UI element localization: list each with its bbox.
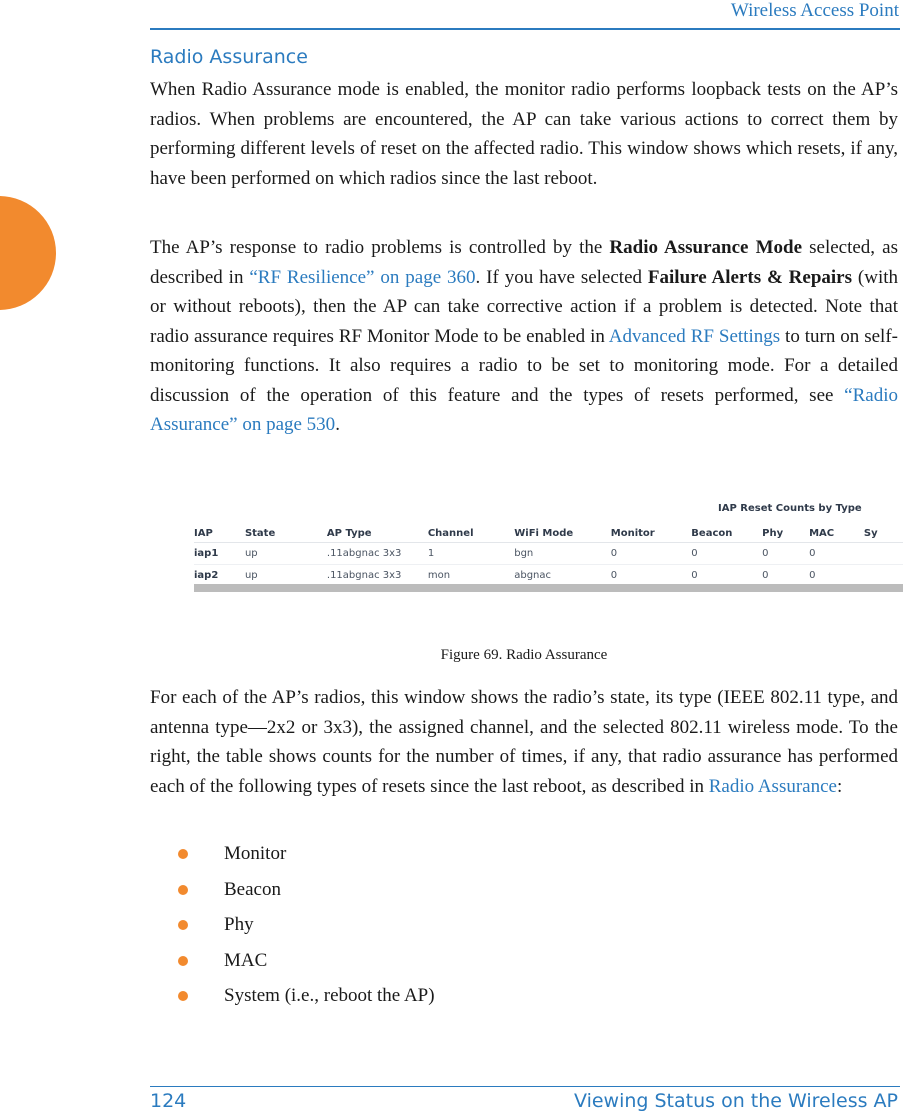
list-item xyxy=(178,909,435,945)
list-item xyxy=(178,980,435,1016)
table-cell: up xyxy=(245,543,327,565)
figure-caption: Figure 69. Radio Assurance xyxy=(440,647,608,663)
table-cell: 0 xyxy=(762,565,809,587)
list-item-label: System (i.e., reboot the AP) xyxy=(224,985,435,1006)
column-header: WiFi Mode xyxy=(514,524,611,543)
list-item xyxy=(178,945,435,981)
section-heading: Radio Assurance xyxy=(150,46,308,68)
header-rule xyxy=(150,28,900,30)
text-run: to turn on self-monitoring functions. It also requires a radio to be set to monitoring mode. For a detailed discussion of the operation of this feature and the types of resets performed, see xyxy=(150,325,898,406)
table-cell: abgnac xyxy=(514,565,611,587)
column-header: MAC xyxy=(809,524,864,543)
text-run: . xyxy=(335,414,340,435)
link-radio-assurance[interactable]: Radio Assurance xyxy=(708,775,837,797)
table-cell: mon xyxy=(428,565,514,587)
column-header: Sy xyxy=(864,524,903,543)
list-item xyxy=(178,874,435,910)
text-run: selected, as described in xyxy=(150,237,898,288)
radio-assurance-figure xyxy=(194,500,903,592)
paragraph-mode xyxy=(150,233,898,440)
table-cell-iap: iap2 xyxy=(194,565,245,587)
paragraph-intro: When Radio Assurance mode is enabled, the monitor radio performs loopback tests on the AP’s radios. When problems are encountered, the AP can take various actions to correct them by performing different levels of reset on the affected radio. This window shows which resets, if any, have been performed on which radios since the last reboot. xyxy=(150,79,898,189)
table-cell: 0 xyxy=(691,565,762,587)
bullet-dot-icon xyxy=(178,956,188,966)
bullet-dot-icon xyxy=(178,849,188,859)
horizontal-scrollbar[interactable] xyxy=(194,584,903,592)
bold-term-failure-alerts: Failure Alerts & Repairs xyxy=(647,266,853,288)
table-cell: .11abgnac 3x3 xyxy=(327,565,428,587)
footer-title: Viewing Status on the Wireless AP xyxy=(573,1090,898,1112)
text-run: : xyxy=(836,775,843,797)
text-run: (with or without reboots), then the AP can take corrective action if a problem is detected. Note that radio assurance requires RF Monitor Mode to be enabled in xyxy=(150,266,899,347)
column-header: Phy xyxy=(762,524,809,543)
table-cell-iap: iap1 xyxy=(194,543,245,565)
bold-term-radio-assurance-mode: Radio Assurance Mode xyxy=(609,237,803,258)
column-header: Monitor xyxy=(611,524,692,543)
list-item-label: MAC xyxy=(224,949,268,971)
footer-page-number: 124 xyxy=(150,1090,187,1112)
table-cell: 0 xyxy=(611,543,692,565)
table-cell: 0 xyxy=(762,543,809,565)
table-cell: up xyxy=(245,565,327,587)
list-item-label: Phy xyxy=(224,914,254,935)
table-cell: 1 xyxy=(428,543,514,565)
table-cell: 0 xyxy=(611,565,692,587)
list-item-label: Monitor xyxy=(224,843,287,864)
header-title: Wireless Access Point xyxy=(730,0,899,21)
column-header: AP Type xyxy=(327,524,428,543)
text-run: . If you have selected xyxy=(475,266,648,288)
table-cell: 0 xyxy=(691,543,762,565)
text-run: For each of the AP’s radios, this window shows the radio’s state, its type (IEEE 802.11 type, and antenna type—2x2 or 3x3), the assigned channel, and the selected 802.11 wireless mode. To the right, the table shows counts for the number of times, if any, that radio assurance has performed each of the following types of resets since the last reboot, as described in xyxy=(150,687,898,797)
paragraph-details xyxy=(150,683,898,801)
link-radio-assurance-page[interactable]: “Radio Assurance” on page 530 xyxy=(150,384,898,435)
bullet-dot-icon xyxy=(178,885,188,895)
table-cell: .11abgnac 3x3 xyxy=(327,543,428,565)
table-row xyxy=(194,543,903,565)
list-item-label: Beacon xyxy=(224,878,281,900)
table-cell: bgn xyxy=(514,543,611,565)
link-advanced-rf-settings[interactable]: Advanced RF Settings xyxy=(608,325,781,347)
table-cell: 0 xyxy=(809,565,864,587)
link-rf-resilience[interactable]: “RF Resilience” on page 360 xyxy=(249,266,476,288)
column-header: Channel xyxy=(428,524,514,543)
reset-types-list xyxy=(178,838,435,1016)
column-header: Beacon xyxy=(691,524,762,543)
list-item xyxy=(178,838,435,874)
column-header: State xyxy=(245,524,327,543)
bullet-dot-icon xyxy=(178,991,188,1001)
radio-assurance-table xyxy=(194,524,903,587)
table-header-row xyxy=(194,524,903,543)
table-cell: 0 xyxy=(809,543,864,565)
footer-rule xyxy=(150,1086,900,1087)
bullet-dot-icon xyxy=(178,920,188,930)
column-header: IAP xyxy=(194,524,245,543)
figure-group-title: IAP Reset Counts by Type xyxy=(718,503,862,514)
text-run: The AP’s response to radio problems is controlled by the xyxy=(150,237,610,258)
chapter-tab-marker xyxy=(0,196,56,310)
table-cell xyxy=(864,543,903,565)
